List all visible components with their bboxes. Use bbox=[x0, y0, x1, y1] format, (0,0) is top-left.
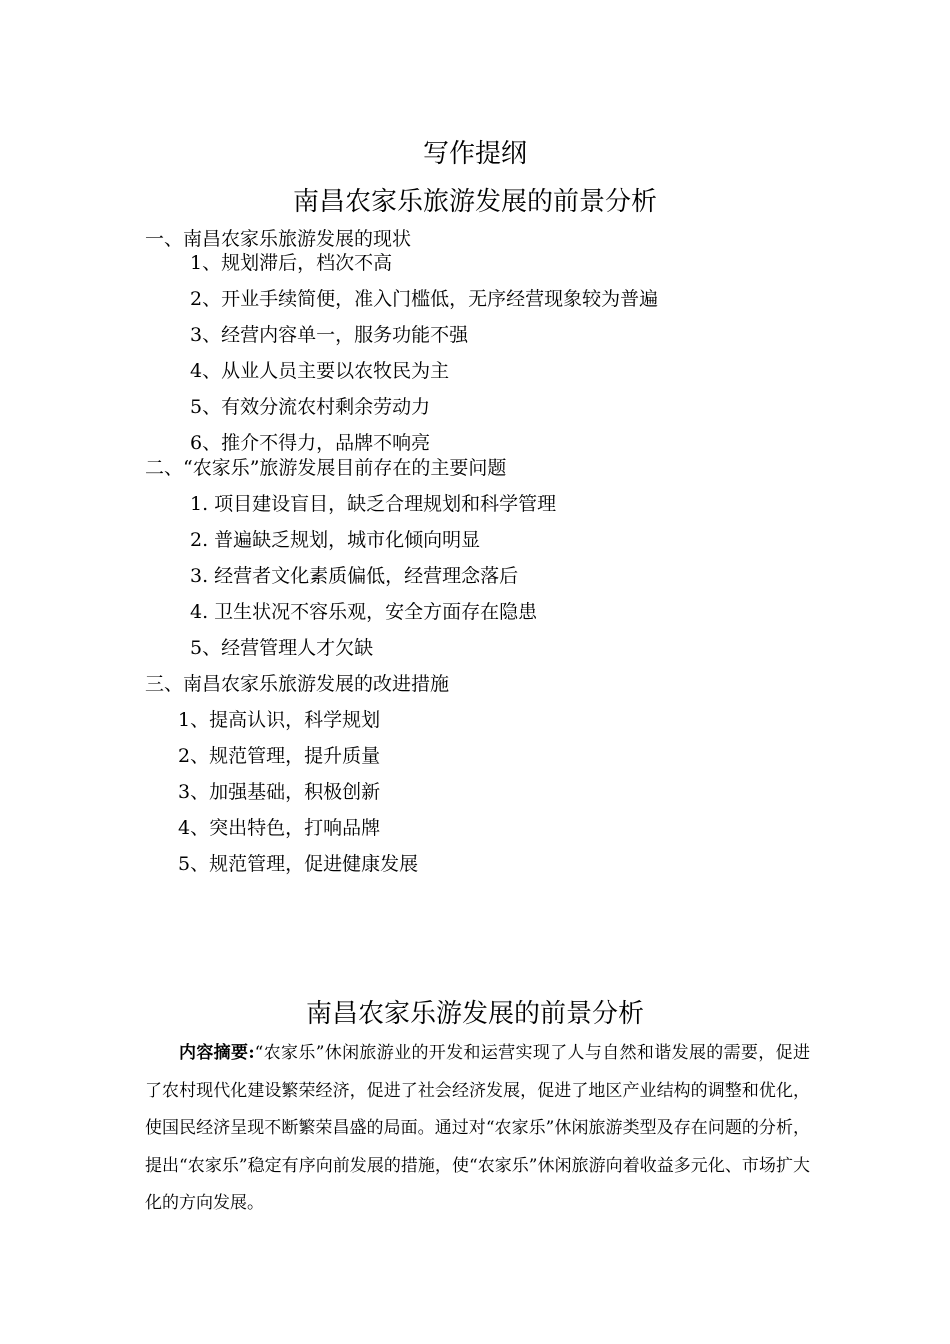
abstract-label: 内容摘要: bbox=[179, 1043, 255, 1063]
section-3-item: 1、提高认识，科学规划 bbox=[178, 709, 381, 731]
section-3-item: 5、规范管理，促进健康发展 bbox=[178, 853, 419, 875]
outline-title: 南昌农家乐旅游发展的前景分析 bbox=[292, 187, 657, 217]
section-2-item: 4. 卫生状况不容乐观，安全方面存在隐患 bbox=[190, 601, 538, 623]
section-1-item: 2、开业手续简便，准入门槛低，无序经营现象较为普遍 bbox=[190, 288, 659, 310]
abstract-paragraph bbox=[145, 1035, 810, 1223]
section-2-item: 5、经营管理人才欠缺 bbox=[190, 637, 374, 659]
section-2-heading: 二、“农家乐”旅游发展目前存在的主要问题 bbox=[145, 457, 507, 479]
section-2-item: 2. 普遍缺乏规划，城市化倾向明显 bbox=[190, 529, 481, 551]
outline-heading: 写作提纲 bbox=[422, 139, 527, 169]
section-1-item: 5、有效分流农村剩余劳动力 bbox=[190, 396, 431, 418]
abstract-text: “农家乐”休闲旅游业的开发和运营实现了人与自然和谐发展的需要，促进了农村现代化建设繁荣经济，促进了社会经济发展，促进了地区产业结构的调整和优化，使国民经济呈现不断繁荣昌盛的局面。通过对“农家乐”休闲旅游类型及存在问题的分析，提出“农家乐”稳定有序向前发展的措施，使“农家乐”休闲旅游向着收益多元化、市场扩大化的方向发展。 bbox=[145, 1043, 810, 1213]
section-1-item: 1、规划滞后，档次不高 bbox=[190, 252, 393, 274]
section-1-heading: 一、南昌农家乐旅游发展的现状 bbox=[145, 228, 412, 250]
section-3-item: 4、突出特色，打响品牌 bbox=[178, 817, 381, 839]
section-2-item: 3. 经营者文化素质偏低，经营理念落后 bbox=[190, 565, 519, 587]
section-3-heading: 三、南昌农家乐旅游发展的改进措施 bbox=[145, 673, 450, 695]
section-2-item: 1. 项目建设盲目，缺乏合理规划和科学管理 bbox=[190, 493, 557, 515]
section-3-item: 2、规范管理，提升质量 bbox=[178, 745, 381, 767]
section-1-item: 3、经营内容单一，服务功能不强 bbox=[190, 324, 469, 346]
section-1-item: 4、从业人员主要以农牧民为主 bbox=[190, 360, 450, 382]
article-title: 南昌农家乐游发展的前景分析 bbox=[305, 999, 644, 1029]
section-3-item: 3、加强基础，积极创新 bbox=[178, 781, 381, 803]
section-1-item: 6、推介不得力，品牌不响亮 bbox=[190, 432, 431, 454]
